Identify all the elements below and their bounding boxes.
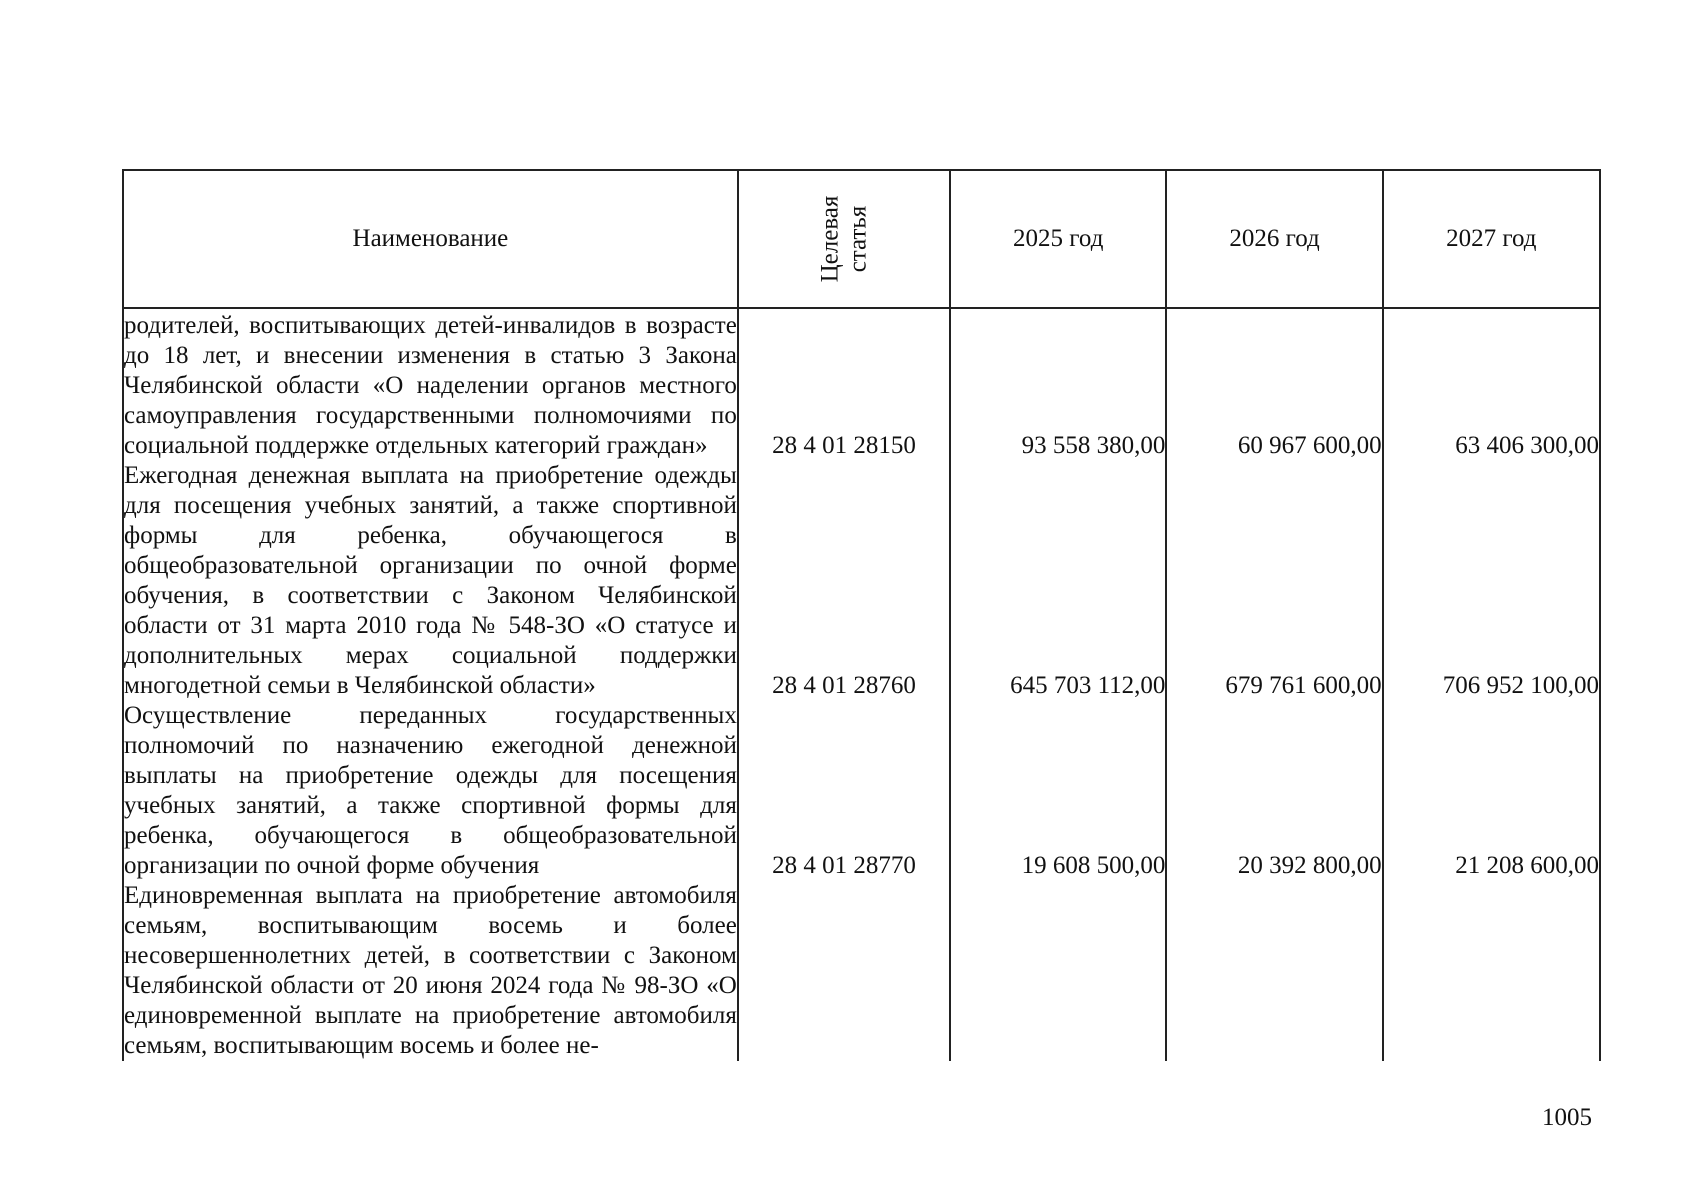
row-amount-2026: 60 967 600,00 xyxy=(1166,308,1382,461)
row-amount-2027: 63 406 300,00 xyxy=(1383,308,1600,461)
row-target-article: 28 4 01 28770 xyxy=(738,701,950,881)
row-name: Единовременная выплата на приобретение автомобиля семьям, воспитывающим восемь и более несовершеннолетних детей, в соответствии с Законом Челябинской области от 20 июня 2024 года № 98-ЗО «О единовременной выплате на приобретение автомобиля семьям, воспитывающим восемь и более не- xyxy=(124,882,737,1059)
row-amount-2025 xyxy=(950,881,1166,1061)
header-year-2026: 2026 год xyxy=(1166,170,1382,308)
row-name: родителей, воспитывающих детей-инвалидов в возрасте до 18 лет, и внесении изменения в статью 3 Закона Челябинской области «О наделении органов местного самоуправления государственными полномочиями по социальной поддержке отдельных категорий граждан» xyxy=(123,308,738,461)
row-amount-2026 xyxy=(1166,881,1382,1061)
budget-table xyxy=(122,169,1601,1061)
page-number: 1005 xyxy=(1542,1104,1592,1131)
header-target-article-line2: статья xyxy=(843,205,871,272)
row-name: Осуществление переданных государственных полномочий по назначению ежегодной денежной выплаты на приобретение одежды для посещения учебных занятий, а также спортивной формы для ребенка, обучающегося в общеобразовательной организации по очной форме обучения xyxy=(124,702,737,879)
header-name: Наименование xyxy=(123,170,738,308)
table-header-row xyxy=(123,170,1600,308)
row-amount-2027 xyxy=(1383,881,1600,1061)
row-amount-2025: 19 608 500,00 xyxy=(950,701,1166,881)
table-row xyxy=(123,461,1600,701)
row-target-article: 28 4 01 28760 xyxy=(738,461,950,701)
row-amount-2025: 645 703 112,00 xyxy=(950,461,1166,701)
row-target-article xyxy=(738,881,950,1061)
table-row xyxy=(123,308,1600,461)
row-name: Ежегодная денежная выплата на приобретение одежды для посещения учебных занятий, а также спортивной формы для ребенка, обучающегося в общеобразовательной организации по очной форме обучения, в соответствии с Законом Челябинской области от 31 марта 2010 года № 548-ЗО «О статусе и дополнительных мерах социальной поддержки многодетной семьи в Челябинской области» xyxy=(124,462,737,699)
row-amount-2027: 21 208 600,00 xyxy=(1383,701,1600,881)
header-target-article-line1: Целевая xyxy=(815,195,843,282)
header-target-article xyxy=(738,170,950,308)
row-amount-2026: 679 761 600,00 xyxy=(1166,461,1382,701)
header-year-2025: 2025 год xyxy=(950,170,1166,308)
table-row xyxy=(123,701,1600,881)
table-row xyxy=(123,881,1600,1061)
row-amount-2027: 706 952 100,00 xyxy=(1383,461,1600,701)
row-target-article: 28 4 01 28150 xyxy=(738,308,950,461)
header-year-2027: 2027 год xyxy=(1383,170,1600,308)
row-amount-2026: 20 392 800,00 xyxy=(1166,701,1382,881)
row-amount-2025: 93 558 380,00 xyxy=(950,308,1166,461)
